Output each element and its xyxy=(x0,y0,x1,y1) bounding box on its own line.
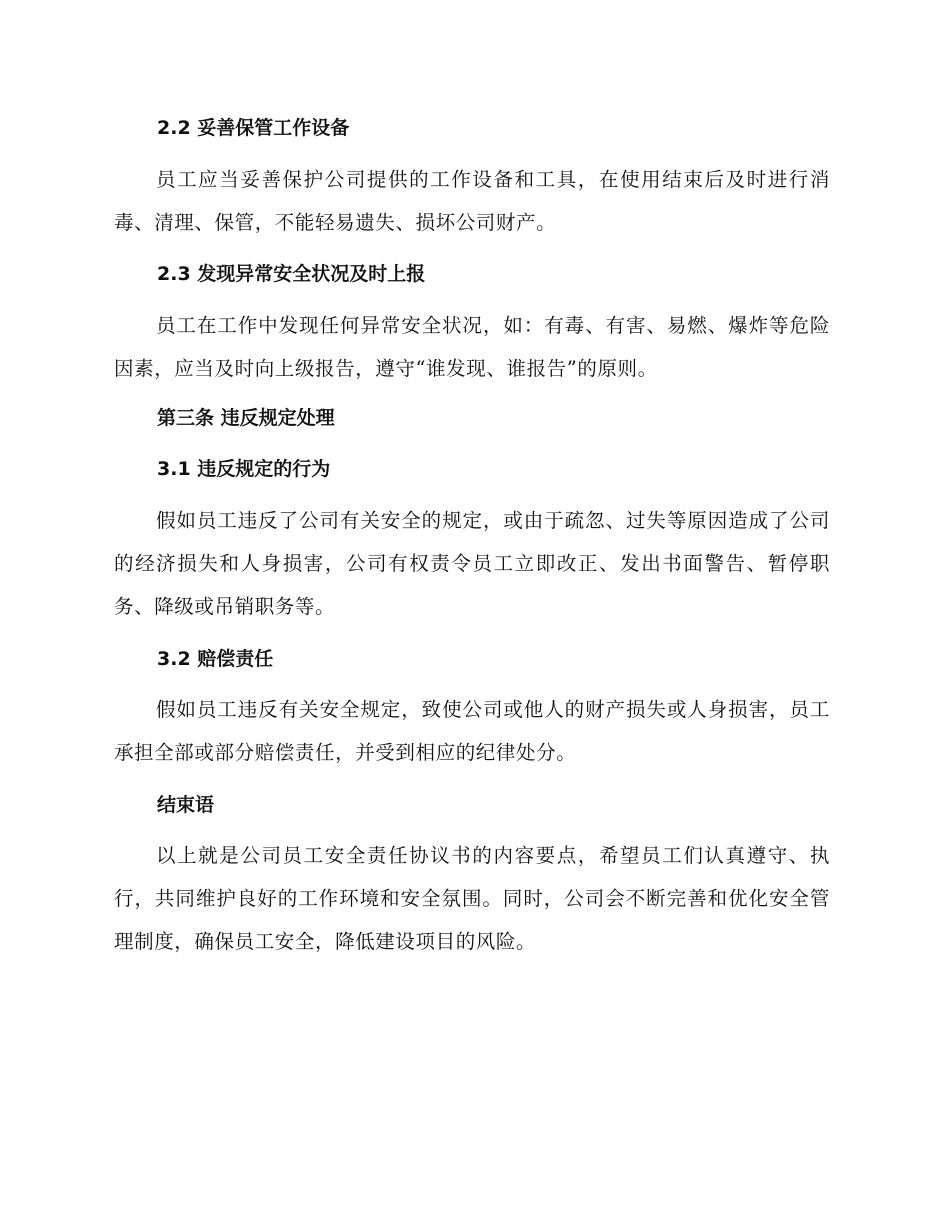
conclusion-heading: 结束语 xyxy=(157,794,215,816)
section-heading-3-1: 3.1 违反规定的行为 xyxy=(157,458,331,480)
section-body-2-3: 员工在工作中发现任何异常安全状况，如：有毒、有害、易燃、爆炸等危险因素，应当及时向上级报告，遵守“谁发现、谁报告”的原则。 xyxy=(114,314,830,380)
section-heading-2-3: 2.3 发现异常安全状况及时上报 xyxy=(157,263,426,285)
section-body-3-1: 假如员工违反了公司有关安全的规定，或由于疏忽、过失等原因造成了公司的经济损失和人身损害，公司有权责令员工立即改正、发出书面警告、暂停职务、降级或吊销职务等。 xyxy=(114,509,830,618)
section-body-3-2: 假如员工违反有关安全规定，致使公司或他人的财产损失或人身损害，员工承担全部或部分赔偿责任，并受到相应的纪律处分。 xyxy=(114,698,830,764)
section-heading-2-2: 2.2 妥善保管工作设备 xyxy=(157,117,350,139)
conclusion-body: 以上就是公司员工安全责任协议书的内容要点，希望员工们认真遵守、执行，共同维护良好的工作环境和安全氛围。同时，公司会不断完善和优化安全管理制度，确保员工安全，降低建设项目的风险。 xyxy=(114,844,830,953)
article-heading-3: 第三条 违反规定处理 xyxy=(157,407,335,429)
section-heading-3-2: 3.2 赔偿责任 xyxy=(157,648,274,670)
section-body-2-2: 员工应当妥善保护公司提供的工作设备和工具，在使用结束后及时进行消毒、清理、保管，不能轻易遗失、损坏公司财产。 xyxy=(114,168,830,234)
